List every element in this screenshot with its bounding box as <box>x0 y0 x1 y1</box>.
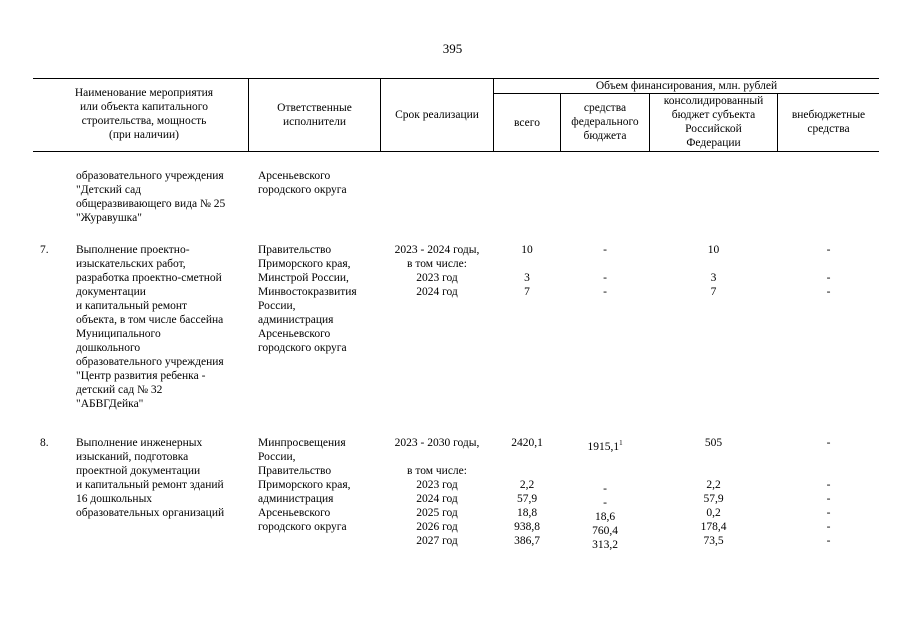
row7-name: Выполнение проектно- изыскательских работ, разработка проектно-сметной документации и капитальный ремонт объекта, в том числе бассейна Муниципального дошкольного образовательного учреждения "Центр развития ребенка - детский сад № 32 "АБВГДейка" <box>76 244 224 410</box>
row7-regional: 10 3 7 <box>707 244 720 298</box>
page-number: 395 <box>442 41 463 56</box>
row8-federal: 1915,1$^1$ - - 18,6 760,4 313,2 <box>587 439 623 551</box>
row7-executors: Правительство Приморского края, Минстрой России, Минвостокразвития России, администрация Арсеньевского городского округа <box>258 244 357 354</box>
row7-number: 7. <box>40 244 49 256</box>
footnote-marker: 1 <box>619 439 623 447</box>
header-federal: средства федерального бюджета <box>571 102 639 142</box>
row8-regional: 505 2,2 57,9 0,2 178,4 73,5 <box>700 437 727 547</box>
header-total: всего <box>514 117 540 129</box>
row8-name: Выполнение инженерных изысканий, подготовка проектной документации и капитальный ремонт зданий 16 дошкольных образовательных организаций <box>76 437 225 519</box>
row7-total: 10 3 7 <box>521 244 533 298</box>
row8-extrabudget: - - - - - - <box>826 437 831 547</box>
header-term: Срок реализации <box>395 109 479 121</box>
row8-total: 2420,1 2,2 57,9 18,8 938,8 386,7 <box>511 437 543 547</box>
row8-executors: Минпросвещения России, Правительство Приморского края, администрация Арсеньевского городского округа <box>258 437 351 533</box>
cont-row-executors: Арсеньевского городского округа <box>258 170 347 196</box>
row8-number: 8. <box>40 437 49 449</box>
row8-term: 2023 - 2030 годы, в том числе: 2023 год 2024 год 2025 год 2026 год 2027 год <box>394 437 480 547</box>
header-regional: консолидированный бюджет субъекта Российской Федерации <box>663 95 764 149</box>
row7-extrabudget: - - - <box>826 244 831 298</box>
row7-term: 2023 - 2024 годы, в том числе: 2023 год 2024 год <box>394 244 480 298</box>
header-funding-group: Объем финансирования, млн. рублей <box>595 80 778 92</box>
header-bottom-rule <box>33 151 879 152</box>
header-name: Наименование мероприятия или объекта капитального строительства, мощность (при наличии) <box>74 87 214 141</box>
header-executors: Ответственные исполнители <box>277 102 352 128</box>
row8-federal-value: 1915,1 <box>587 440 620 453</box>
row7-federal: - - - <box>603 244 607 298</box>
cont-row-name: образовательного учреждения "Детский сад общеразвивающего вида № 25 "Журавушка" <box>76 170 226 224</box>
header-extrabudget: внебюджетные средства <box>791 109 866 135</box>
